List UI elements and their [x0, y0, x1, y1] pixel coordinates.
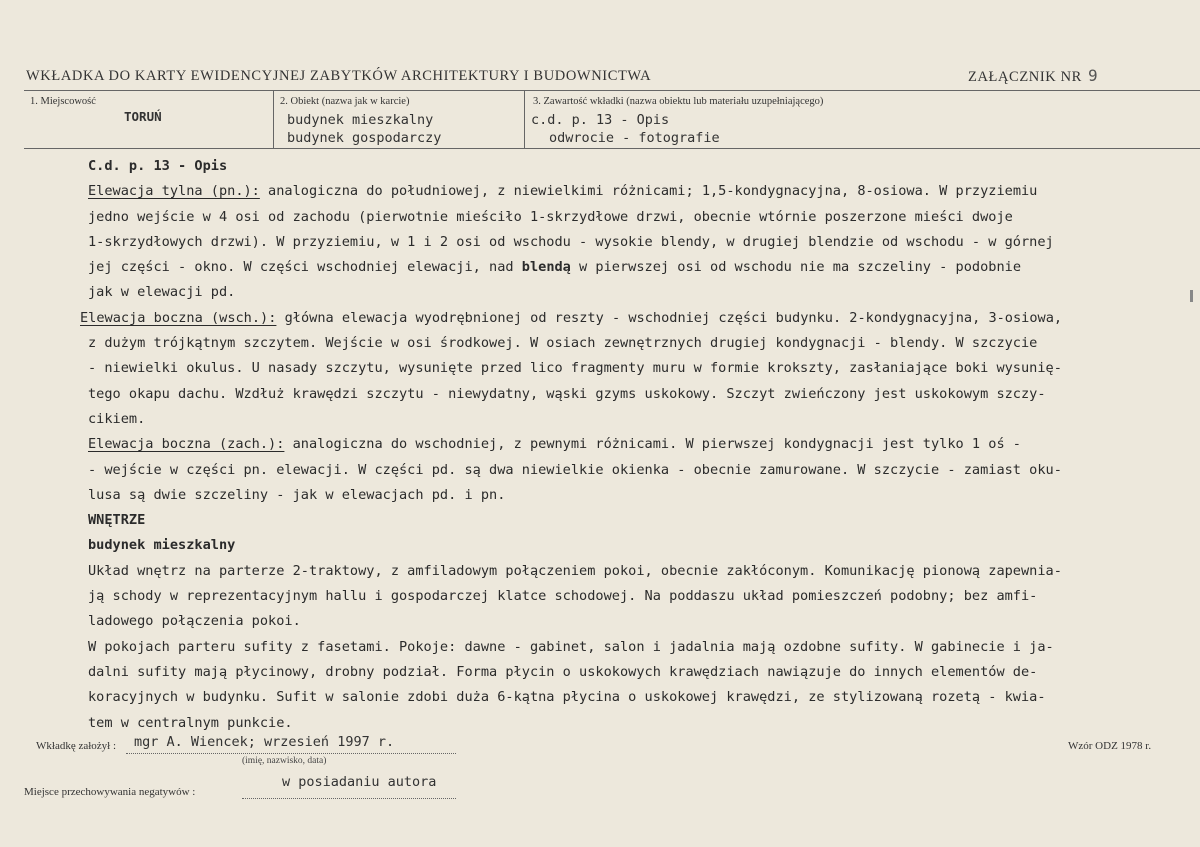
- annex-label: ZAŁĄCZNIK NR: [968, 69, 1082, 85]
- text-line: jedno wejście w 4 osi od zachodu (pierwotnie mieściło 1-skrzydłowe drzwi, obecnie wtórnie poszerzone mieści dwoje: [88, 208, 1013, 225]
- field-divider-1: [273, 90, 274, 148]
- text-line: [88, 255, 1188, 280]
- rear-elevation-heading: Elewacja tylna (pn.):: [88, 183, 260, 200]
- storage-dotted-line: [242, 798, 456, 799]
- object-label: 2. Obiekt (nazwa jak w karcie): [280, 96, 410, 107]
- text-line: jak w elewacji pd.: [88, 284, 236, 301]
- field-divider-2: [524, 90, 525, 148]
- text-line: 1-skrzydłowych drzwi). W przyziemiu, w 1 i 2 osi od wschodu - wysokie blendy, w drugiej blendzie od wschodu - w górnej: [88, 233, 1054, 250]
- text-span: główna elewacja wyodrębnionej od reszty - wschodniej części budynku. 2-kondygnacyjna, 3-osiowa,: [276, 309, 1063, 326]
- content-label: 3. Zawartość wkładki (nazwa obiektu lub materiału uzupełniającego): [533, 96, 824, 107]
- content-value-2: odwrocie - fotografie: [549, 130, 720, 146]
- text-line: koracyjnych w budynku. Sufit w salonie zdobi duża 6-kątna płycina o uskokowej krawędzi, ze stylizowaną rozetą - kwia-: [88, 689, 1046, 706]
- fields-rule: [24, 148, 1200, 149]
- form-code: Wzór ODZ 1978 r.: [1068, 740, 1152, 752]
- west-elevation-heading: Elewacja boczna (zach.):: [88, 436, 285, 453]
- text-line: ją schody w reprezentacyjnym hallu i gospodarczej klatce schodowej. Na poddaszu układ pomieszczeń podobny; bez amfi-: [88, 588, 1038, 605]
- text-span: jej części - okno. W części wschodniej elewacji, nad: [88, 259, 522, 276]
- text-line: ladowego połączenia pokoi.: [88, 613, 301, 630]
- storage-label: Miejsce przechowywania negatywów :: [24, 786, 196, 798]
- text-span: analogiczna do południowej, z niewielkimi różnicami; 1,5-kondygnacyjna, 8-osiowa. W przyziemiu: [259, 183, 1038, 200]
- text-line: [80, 306, 1188, 331]
- author-hint: (imię, nazwisko, data): [242, 756, 327, 766]
- text-line: - wejście w części pn. elewacji. W części pd. są dwa niewielkie okienka - obecnie zamurowane. W szczycie - zamiast oku-: [88, 461, 1062, 478]
- text-line: [88, 179, 1188, 204]
- annex-number: 9: [1087, 66, 1099, 85]
- text-line: Układ wnętrz na parterze 2-traktowy, z amfiladowym połączeniem pokoi, obecnie zakłóconym. Komunikację pionową zapewnia-: [88, 562, 1062, 579]
- text-line: z dużym trójkątnym szczytem. Wejście w osi środkowej. W osiach zewnętrznych drugiej kondygnacji - blendy. W szczycie: [88, 335, 1038, 352]
- text-line: [88, 432, 1188, 457]
- object-value-2: budynek gospodarczy: [287, 130, 442, 146]
- text-span: analogiczna do wschodniej, z pewnymi różnicami. W pierwszej kondygnacji jest tylko 1 oś -: [284, 436, 1021, 453]
- text-line: lusa są dwie szczeliny - jak w elewacjach pd. i pn.: [88, 486, 506, 503]
- section-heading: C.d. p. 13 - Opis: [88, 158, 228, 174]
- object-value-1: budynek mieszkalny: [287, 112, 434, 128]
- residential-building-heading: budynek mieszkalny: [88, 537, 236, 554]
- east-elevation-heading: Elewacja boczna (wsch.):: [80, 309, 277, 326]
- author-value: mgr A. Wiencek; wrzesień 1997 r.: [134, 734, 395, 750]
- text-line: W pokojach parteru sufity z fasetami. Pokoje: dawne - gabinet, salon i jadalnia mają ozdobne sufity. W gabinecie i ja-: [88, 638, 1054, 655]
- author-dotted-line: [126, 753, 456, 754]
- text-span-bold: blendą: [521, 259, 571, 276]
- edge-mark: [1190, 290, 1193, 302]
- text-line: tego okapu dachu. Wzdłuż krawędzi szczytu - niewydatny, wąski gzyms uskokowy. Szczyt zwieńczony jest uskokowym szczy-: [88, 385, 1046, 402]
- text-span: w pierwszej osi od wschodu nie ma szczeliny - podobnie: [570, 259, 1022, 276]
- author-label: Wkładkę założył :: [36, 740, 117, 752]
- text-line: cikiem.: [88, 410, 146, 427]
- annex-header: [968, 66, 1098, 86]
- location-value: TORUŃ: [124, 109, 162, 124]
- header-rule: [24, 90, 1200, 91]
- form-title: WKŁADKA DO KARTY EWIDENCYJNEJ ZABYTKÓW ARCHITEKTURY I BUDOWNICTWA: [26, 68, 652, 84]
- text-line: dalni sufity mają płycinowy, drobny podział. Forma płycin o uskokowych krawędziach nawiązuje do innych elementów de-: [88, 663, 1038, 680]
- text-line: tem w centralnym punkcie.: [88, 714, 293, 731]
- location-label: 1. Miejscowość: [30, 96, 96, 107]
- storage-value: w posiadaniu autora: [282, 774, 437, 790]
- text-line: - niewielki okulus. U nasady szczytu, wysunięte przed lico fragmenty muru w formie krokszty, zasłaniające boki wysunię-: [88, 360, 1062, 377]
- description-body: [80, 154, 1188, 736]
- interior-heading: WNĘTRZE: [88, 512, 146, 529]
- content-value-1: c.d. p. 13 - Opis: [531, 112, 670, 128]
